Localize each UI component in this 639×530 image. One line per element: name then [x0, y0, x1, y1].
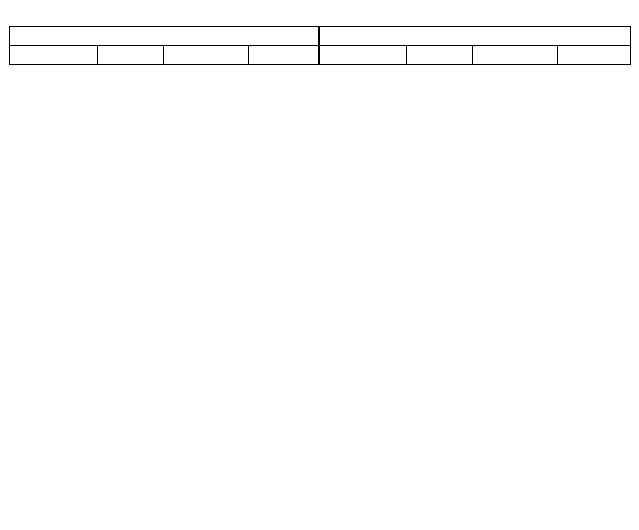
- enrollment-table-top: [9, 26, 631, 65]
- col-header-school: [10, 46, 98, 65]
- year-header-h24: [10, 27, 319, 46]
- year-header-h25: [319, 27, 631, 46]
- col-header-capacity: [558, 46, 631, 65]
- col-header-capacity: [249, 46, 319, 65]
- col-header-school: [319, 46, 407, 65]
- col-header-gender: [164, 46, 249, 65]
- col-header-course: [407, 46, 473, 65]
- col-header-course: [98, 46, 164, 65]
- col-header-gender: [473, 46, 558, 65]
